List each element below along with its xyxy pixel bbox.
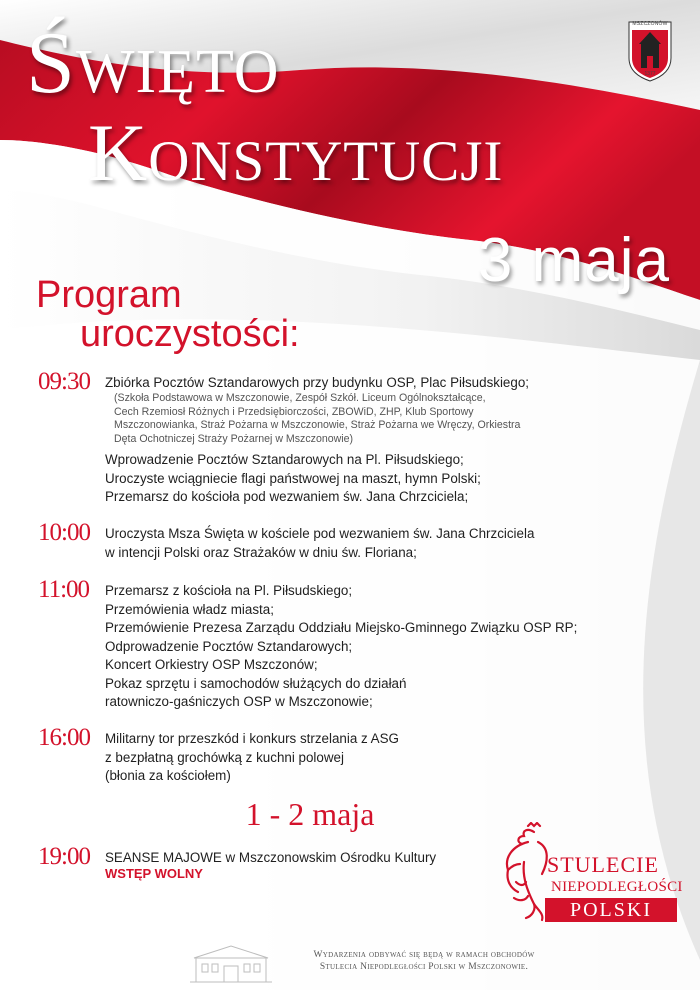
event-sub-line: Dęta Ochotniczej Straży Pożarnej w Mszczonowie) xyxy=(114,432,354,445)
main-date: 3 maja xyxy=(477,226,670,295)
event-line: Uroczyste wciągniecie flagi państwowej na maszt, hymn Polski; xyxy=(105,470,481,486)
event-line: ratowniczo-gaśniczych OSP w Mszczonowie; xyxy=(105,694,373,709)
logo-word-polski: POLSKI xyxy=(569,899,652,921)
title-line-2: Konstytucji xyxy=(88,107,504,198)
time-1100: 11:00 xyxy=(38,576,90,603)
crest-caption: MSZCZONÓW xyxy=(632,21,668,27)
event-line: Pokaz sprzętu i samochodów służących do działań xyxy=(105,675,407,691)
event-line: Odprowadzenie Pocztów Sztandarowych; xyxy=(105,638,353,654)
footer-note xyxy=(274,949,574,973)
event-line: w intencji Polski oraz Strażaków w dniu św. Floriana; xyxy=(105,544,417,560)
event-line: Wprowadzenie Pocztów Sztandarowych na Pl. Piłsudskiego; xyxy=(105,452,464,467)
secondary-date: 1 - 2 maja xyxy=(245,796,375,832)
poster-title xyxy=(26,15,504,198)
event-line: (błonia za kościołem) xyxy=(105,768,231,783)
program-heading-line-1: Program xyxy=(36,274,182,316)
event-line: Przemówienia władz miasta; xyxy=(105,601,274,617)
time-1600: 16:00 xyxy=(38,724,90,751)
footer-line-1: Wydarzenia odbywać się będą w ramach obchodów xyxy=(313,950,535,960)
event-line: Militarny tor przeszkód i konkurs strzelania z ASG xyxy=(105,731,399,746)
event-line: SEANSE MAJOWE w Mszczonowskim Ośrodku Kultury xyxy=(105,850,437,865)
free-entry-note: WSTĘP WOLNY xyxy=(105,866,203,881)
event-line: z bezpłatną grochówką z kuchni polowej xyxy=(105,749,344,765)
event-line: Przemówienie Prezesa Zarządu Oddziału Miejsko-Gminnego Związku OSP RP; xyxy=(105,620,578,635)
title-line-1: Święto xyxy=(26,15,280,112)
event-line: Przemarsz z kościoła na Pl. Piłsudskiego; xyxy=(105,583,353,598)
time-1000: 10:00 xyxy=(38,519,90,546)
program-heading xyxy=(36,276,300,354)
event-line: Przemarsz do kościoła pod wezwaniem św. Jana Chrzciciela; xyxy=(105,489,469,504)
event-sub-line: Mszczonowianka, Straż Pożarna w Mszczonowie, Straż Pożarna we Wręczy, Orkiestra xyxy=(114,419,521,431)
event-sub-line: (Szkoła Podstawowa w Mszczonowie, Zespół Szkół. Liceum Ogólnokształcące, xyxy=(114,392,486,404)
time-1900: 19:00 xyxy=(38,843,90,870)
event-line: Koncert Orkiestry OSP Mszczonów; xyxy=(105,657,318,672)
logo-word-stulecie: STULECIE xyxy=(547,852,659,877)
footer-line-2: Stulecia Niepodległości Polski w Mszczonowie. xyxy=(319,962,529,972)
event-sub-line: Cech Rzemiosł Różnych i Przedsiębiorczości, ZBOWiD, ZHP, Klub Sportowy xyxy=(114,405,474,418)
building-icon xyxy=(190,942,272,984)
crest-year: 1377 xyxy=(644,71,656,77)
event-line: Zbiórka Pocztów Sztandarowych przy budynku OSP, Plac Piłsudskiego; xyxy=(105,375,529,390)
logo-word-niepodleglosci: NIEPODLEGŁOŚCI xyxy=(551,879,683,895)
time-0930: 09:30 xyxy=(38,368,90,395)
program-heading-line-2: uroczystości: xyxy=(80,312,300,355)
event-line: Uroczysta Msza Święta w kościele pod wezwaniem św. Jana Chrzciciela xyxy=(105,526,535,541)
